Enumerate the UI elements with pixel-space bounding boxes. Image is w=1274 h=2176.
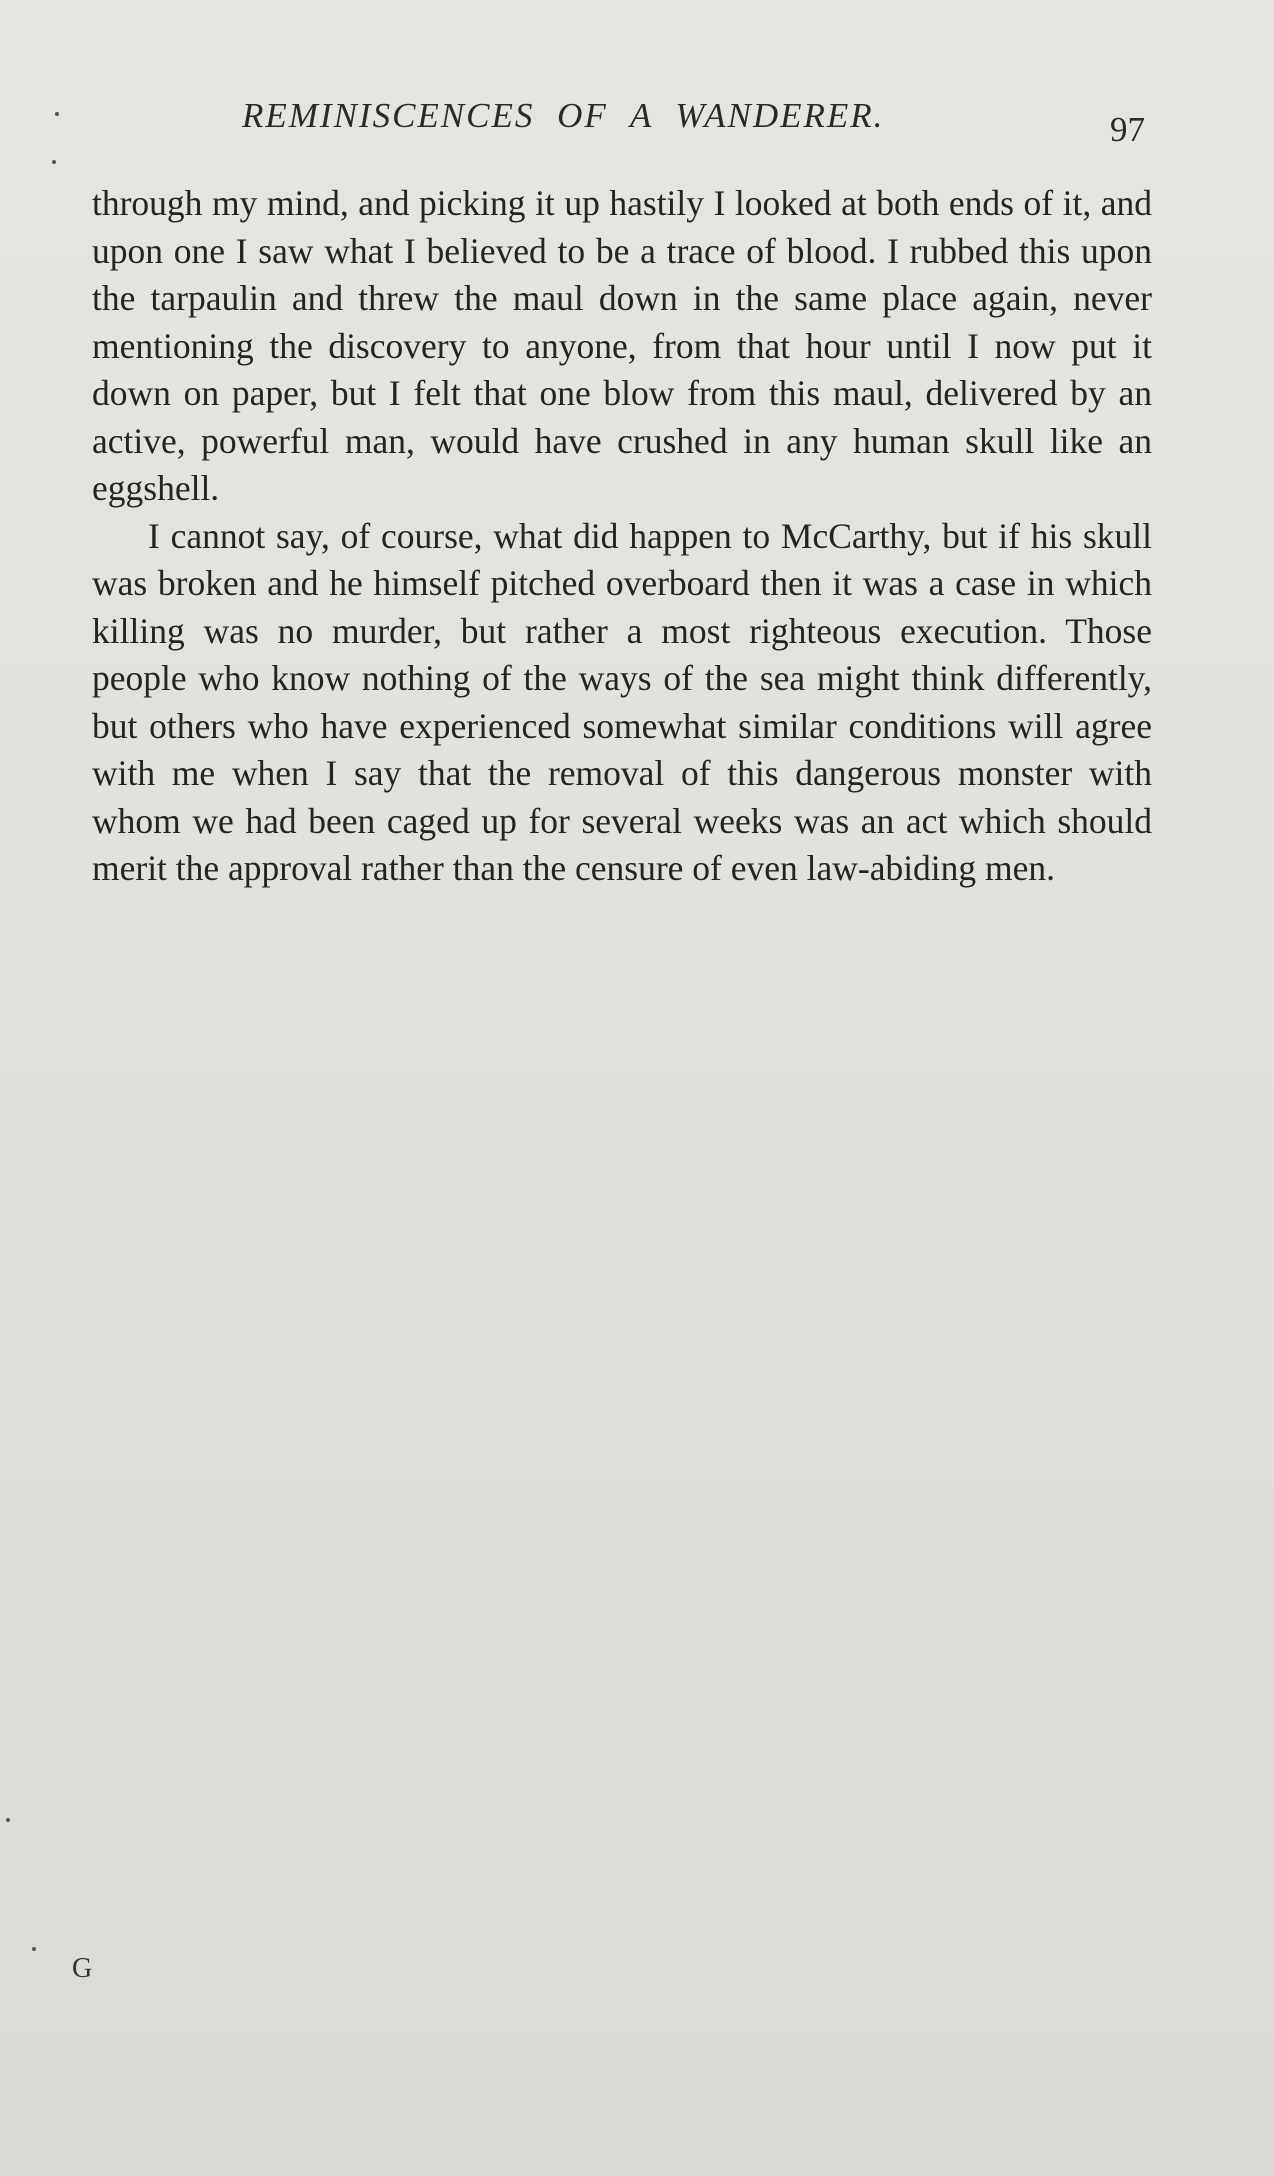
paper-speck [55, 112, 59, 116]
page-number: 97 [1110, 110, 1145, 149]
paper-speck [32, 1947, 36, 1951]
paragraph-mccarthy: I cannot say, of course, what did happen to McCarthy, but if his skull was broken and he himself pitched overboard then it was a case in which killing was no murder, but rather a most righteous execution. Those people who know nothing of the ways of the sea might think differently, but others who have experienced somewhat similar conditions will agree with me when I say that the removal of this dangerous monster with whom we had been caged up for several weeks was an act which should merit the approval rather than the censure of even law-abiding men. [92, 515, 1152, 888]
body-text [92, 180, 1152, 893]
running-head: REMINISCENCES OF A WANDERER. [242, 96, 885, 135]
paragraph-continued: through my mind, and picking it up hastily I looked at both ends of it, and upon one I saw what I believed to be a trace of blood. I rubbed this upon the tarpaulin and threw the maul down in the same place again, never mentioning the discovery to anyone, from that hour until I now put it down on paper, but I felt that one blow from this maul, delivered by an active, powerful man, would have crushed in any human skull like an eggshell. [92, 183, 1152, 508]
paper-speck [52, 160, 56, 164]
signature-mark: G [72, 1953, 93, 1984]
paper-speck [6, 1818, 10, 1822]
